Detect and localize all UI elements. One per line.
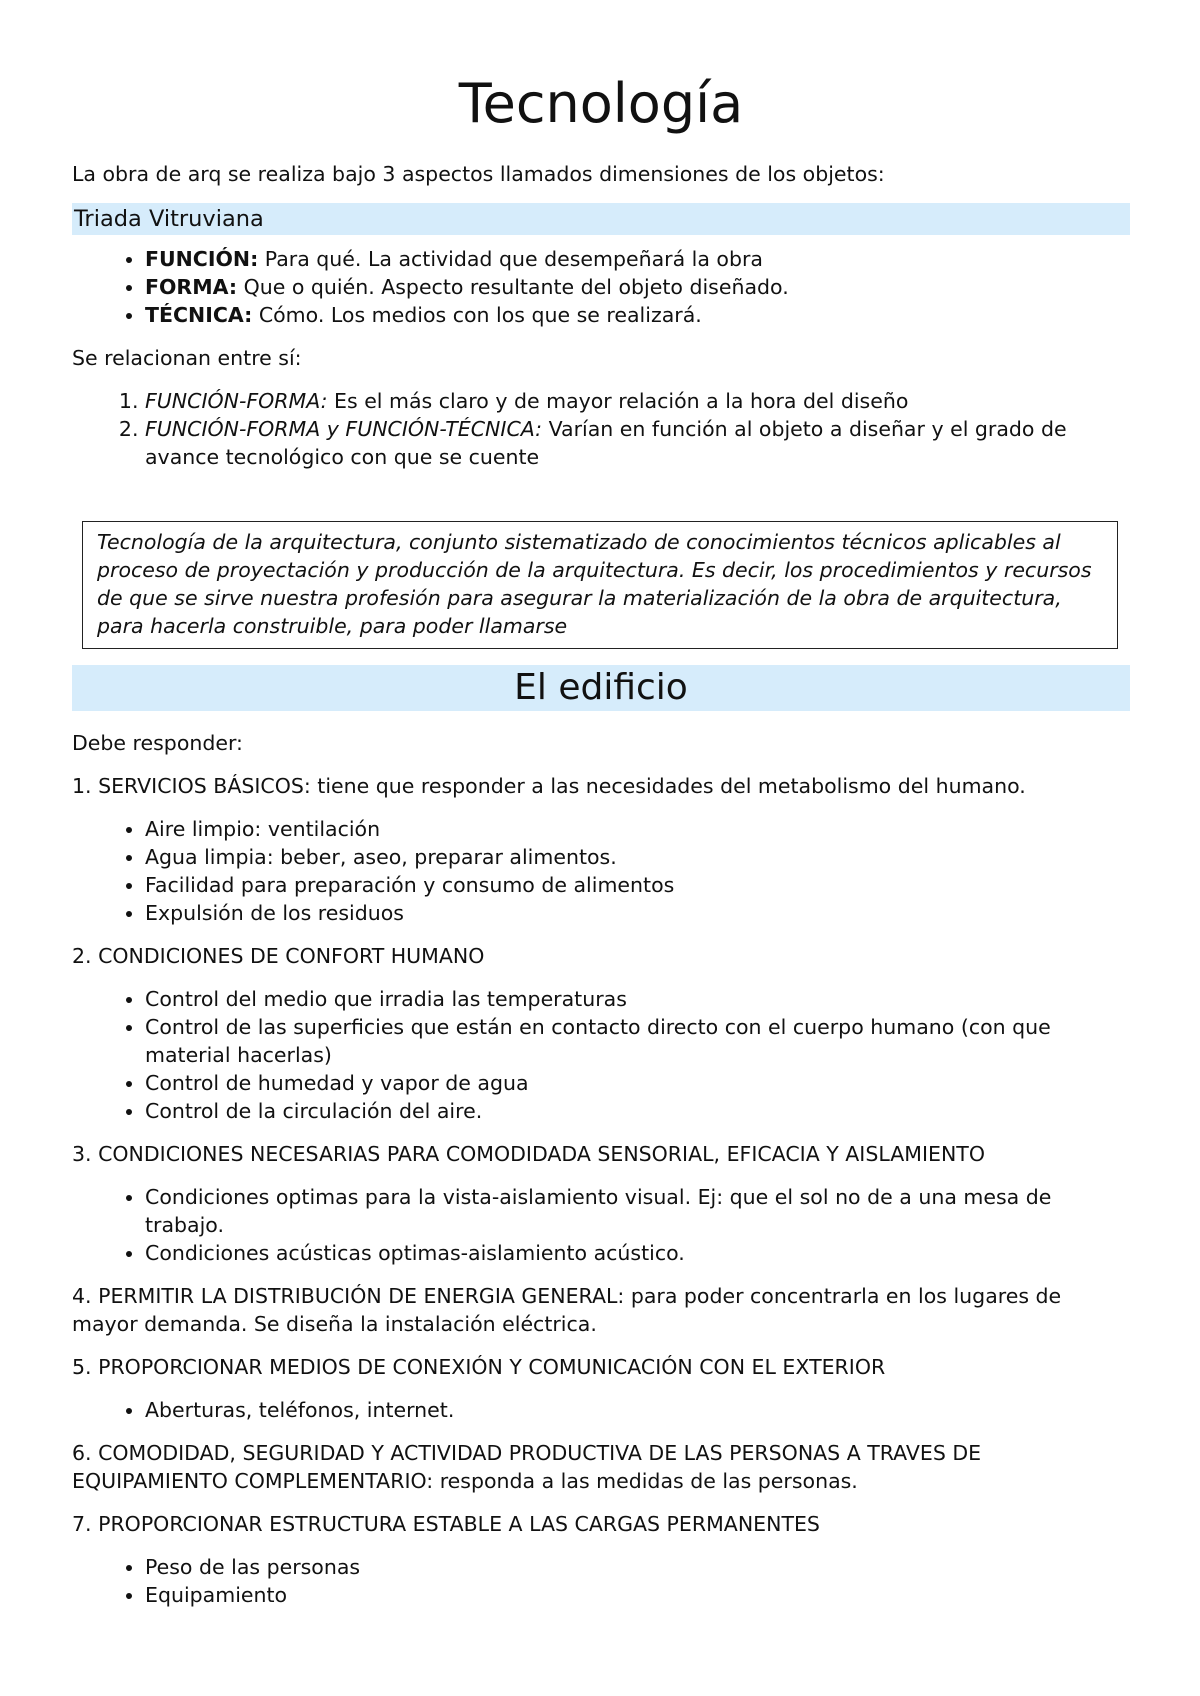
- section-2: 2. CONDICIONES DE CONFORT HUMANO: [72, 944, 485, 968]
- list-item: • Aire limpio: ventilación: [145, 815, 1130, 843]
- section-4: 4. PERMITIR LA DISTRIBUCIÓN DE ENERGIA GENERAL: para poder concentrarla en los lugares de mayor demanda. Se diseña la instalación eléctrica.: [72, 1284, 1062, 1336]
- list-item: • Aberturas, teléfonos, internet.: [145, 1396, 1130, 1424]
- list-item: • Control del medio que irradia las temperaturas: [145, 985, 1130, 1013]
- list-item: • TÉCNICA: Cómo. Los medios con los que se realizará.: [145, 301, 1130, 329]
- section-7: 7. PROPORCIONAR ESTRUCTURA ESTABLE A LAS CARGAS PERMANENTES: [72, 1512, 820, 1536]
- intro-paragraph: La obra de arq se realiza bajo 3 aspectos llamados dimensiones de los objetos:: [72, 162, 885, 186]
- list-item: 2. FUNCIÓN-FORMA y FUNCIÓN-TÉCNICA: Varían en función al objeto a diseñar y el grado de avance tecnológico con que se cuente: [145, 415, 1130, 471]
- triad-list: [72, 245, 1130, 329]
- section-6: 6. COMODIDAD, SEGURIDAD Y ACTIVIDAD PRODUCTIVA DE LAS PERSONAS A TRAVES DE EQUIPAMIENTO COMPLEMENTARIO: responda a las medidas de las personas.: [72, 1441, 982, 1493]
- page-title: Tecnología: [458, 72, 744, 135]
- list-item: • Control de las superficies que están en contacto directo con el cuerpo humano (con que material hacerlas): [145, 1013, 1130, 1069]
- relations-list: [72, 387, 1130, 471]
- debe-paragraph: Debe responder:: [72, 731, 243, 755]
- list-item: • Agua limpia: beber, aseo, preparar alimentos.: [145, 843, 1130, 871]
- list-item: • Control de humedad y vapor de agua: [145, 1069, 1130, 1097]
- section-1: 1. SERVICIOS BÁSICOS: tiene que responder a las necesidades del metabolismo del humano.: [72, 774, 1026, 798]
- list-item: 1. FUNCIÓN-FORMA: Es el más claro y de mayor relación a la hora del diseño: [145, 387, 1130, 415]
- section-1-list: [72, 815, 1130, 927]
- section-5-list: [72, 1396, 1130, 1424]
- section-5: 5. PROPORCIONAR MEDIOS DE CONEXIÓN Y COMUNICACIÓN CON EL EXTERIOR: [72, 1355, 886, 1379]
- list-item: • Condiciones acústicas optimas-aislamiento acústico.: [145, 1239, 1130, 1267]
- list-item: • Expulsión de los residuos: [145, 899, 1130, 927]
- section-3-list: [72, 1183, 1130, 1267]
- list-item: • Peso de las personas: [145, 1553, 1130, 1581]
- edificio-heading: El edificio: [72, 665, 1130, 711]
- triad-heading: Triada Vitruviana: [72, 203, 1130, 235]
- list-item: • Equipamiento: [145, 1581, 1130, 1609]
- section-3: 3. CONDICIONES NECESARIAS PARA COMODIDADA SENSORIAL, EFICACIA Y AISLAMIENTO: [72, 1142, 985, 1166]
- list-item: • Control de la circulación del aire.: [145, 1097, 1130, 1125]
- relate-intro: Se relacionan entre sí:: [72, 346, 302, 370]
- list-item: • FORMA: Que o quién. Aspecto resultante del objeto diseñado.: [145, 273, 1130, 301]
- list-item: • Condiciones optimas para la vista-aislamiento visual. Ej: que el sol no de a una mesa de trabajo.: [145, 1183, 1130, 1239]
- section-7-list: [72, 1553, 1130, 1609]
- definition-box: Tecnología de la arquitectura, conjunto sistematizado de conocimientos técnicos aplicables al proceso de proyectación y producción de la arquitectura. Es decir, los procedimientos y recursos de que se sirve nuestra profesión para asegurar la materialización de la obra de arquitectura, para hacerla construible, para poder llamarse: [82, 521, 1118, 649]
- list-item: • Facilidad para preparación y consumo de alimentos: [145, 871, 1130, 899]
- section-2-list: [72, 985, 1130, 1125]
- list-item: • FUNCIÓN: Para qué. La actividad que desempeñará la obra: [145, 245, 1130, 273]
